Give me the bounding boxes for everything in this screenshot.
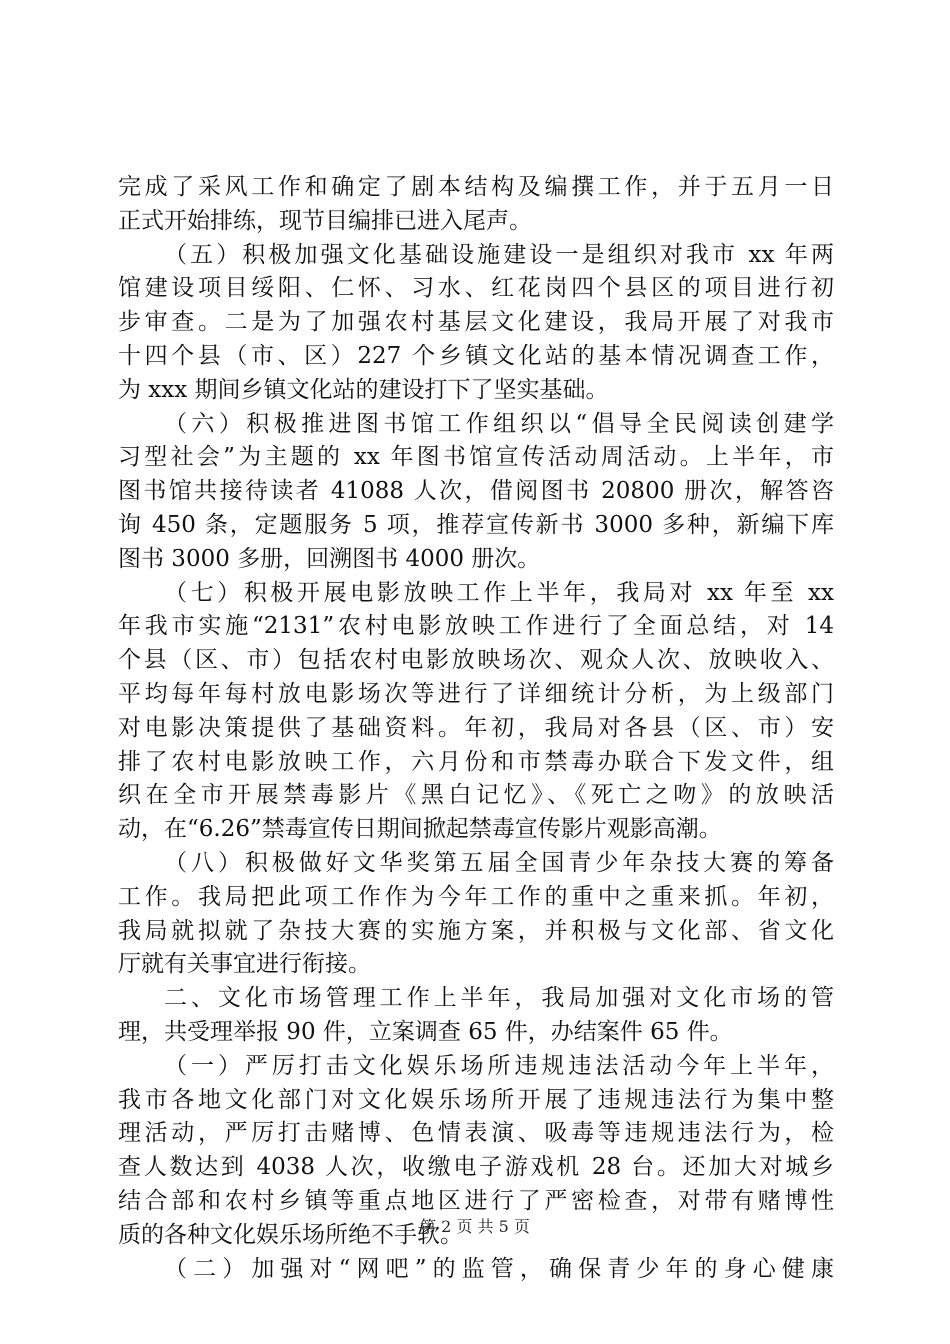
text-line: （二）加强对“网吧”的监管，确保青少年的身心健康 <box>164 1255 834 1282</box>
paragraph <box>118 408 834 577</box>
text-line: 完成了采风工作和确定了剧本结构及编撰工作，并于五月一日 <box>118 174 834 200</box>
text-line: 工作。我局把此项工作作为今年工作的重中之重来抓。年初， <box>118 883 834 910</box>
text-line: （八）积极做好文华奖第五届全国青少年杂技大赛的筹备 <box>164 849 834 876</box>
text-line: 年我市实施“2131”农村电影放映工作进行了全面总结，对 14 <box>118 613 834 640</box>
text-line: （六）积极推进图书馆工作组织以“倡导全民阅读创建学 <box>164 410 834 437</box>
text-line: （七）积极开展电影放映工作上半年，我局对 xx 年至 xx <box>164 579 834 606</box>
text-line: 理活动，严厉打击赌博、色情表演、吸毒等违规违法行为，检 <box>118 1120 834 1147</box>
text-line: 馆建设项目绥阳、仁怀、习水、红花岗四个县区的项目进行初 <box>118 275 834 302</box>
text-line: （五）积极加强文化基础设施建设一是组织对我市 xx 年两 <box>164 241 834 268</box>
text-line: 个县（区、市）包括农村电影放映场次、观众人次、放映收入、 <box>118 647 834 674</box>
paragraph <box>118 982 834 1050</box>
paragraph <box>118 577 834 847</box>
text-line: 平均每年每村放电影场次等进行了详细统计分析，为上级部门 <box>118 680 834 707</box>
text-line: 质的各种文化娱乐场所绝不手软。 <box>118 1221 463 1248</box>
text-line: 为 xxx 期间乡镇文化站的建设打下了坚实基础。 <box>118 376 609 403</box>
text-line: 十四个县（市、区）227 个乡镇文化站的基本情况调查工作， <box>118 342 834 369</box>
text-line: 对电影决策提供了基础资料。年初，我局对各县（区、市）安 <box>118 714 834 741</box>
document-body <box>118 171 834 1286</box>
text-line: 动，在“6.26”禁毒宣传日期间掀起禁毒宣传影片观影高潮。 <box>118 816 722 843</box>
text-line: 二、文化市场管理工作上半年，我局加强对文化市场的管 <box>164 985 834 1012</box>
text-line: 排了农村电影放映工作，六月份和市禁毒办联合下发文件，组 <box>118 748 834 775</box>
paragraph <box>118 847 834 982</box>
text-line: 我局就拟就了杂技大赛的实施方案，并积极与文化部、省文化 <box>118 917 834 944</box>
text-line: 图书馆共接待读者 41088 人次，借阅图书 20800 册次，解答咨 <box>118 478 834 505</box>
paragraph <box>118 239 834 408</box>
paragraph <box>118 1253 834 1287</box>
text-line: 织在全市开展禁毒影片《黑白记忆》、《死亡之吻》的放映活 <box>118 782 834 809</box>
text-line: 询 450 条，定题服务 5 项，推荐宣传新书 3000 多种，新编下库 <box>118 511 834 538</box>
paragraph <box>118 171 834 239</box>
text-line: 图书 3000 多册，回溯图书 4000 册次。 <box>118 545 541 572</box>
page-footer: 第 2 页 共 5 页 <box>420 1217 530 1236</box>
text-line: 查人数达到 4038 人次，收缴电子游戏机 28 台。还加大对城乡 <box>118 1154 834 1181</box>
text-line: 习型社会”为主题的 xx 年图书馆宣传活动周活动。上半年，市 <box>118 444 834 471</box>
text-line: 步审查。二是为了加强农村基层文化建设，我局开展了对我市 <box>118 309 834 336</box>
text-line: 结合部和农村乡镇等重点地区进行了严密检查，对带有赌博性 <box>118 1187 834 1214</box>
text-line: 厅就有关事宜进行衔接。 <box>118 951 371 978</box>
text-line: 正式开始排练，现节目编排已进入尾声。 <box>118 207 532 234</box>
text-line: 我市各地文化部门对文化娱乐场所开展了违规违法行为集中整 <box>118 1086 834 1113</box>
text-line: （一）严厉打击文化娱乐场所违规违法活动今年上半年， <box>164 1052 834 1079</box>
text-line: 理，共受理举报 90 件，立案调查 65 件，办结案件 65 件。 <box>118 1018 733 1045</box>
